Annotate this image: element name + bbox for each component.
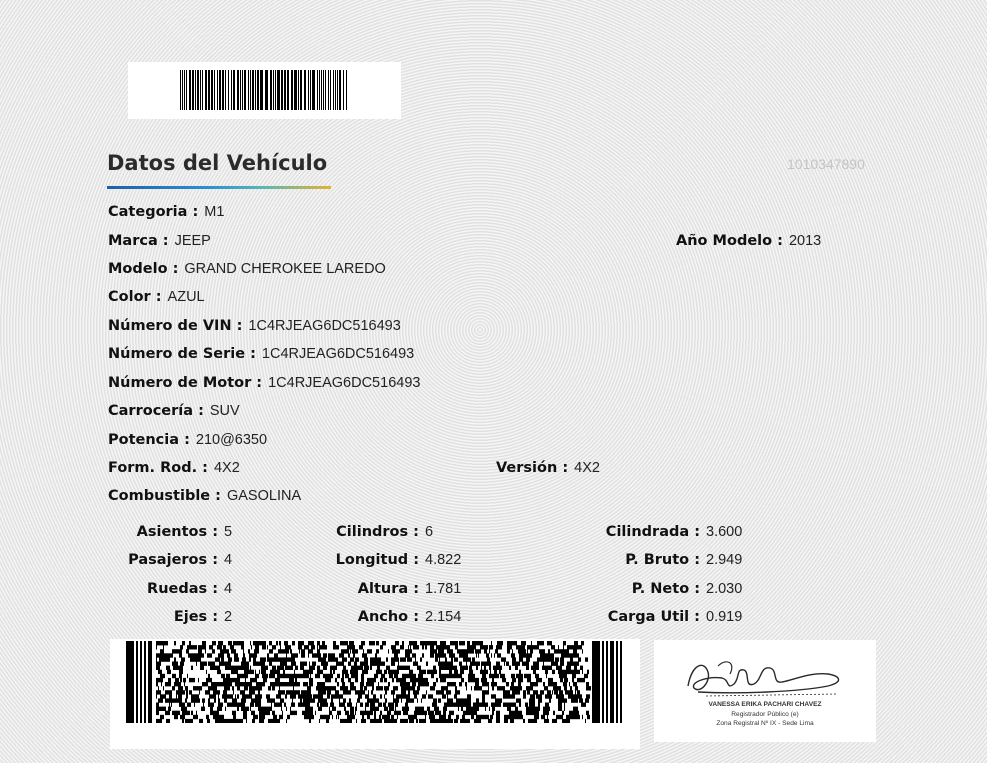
field-anio-modelo [676, 230, 821, 249]
spec-longitud [290, 549, 461, 568]
field-label: Número de Motor : [108, 375, 263, 391]
spec-label: Pasajeros : [128, 552, 218, 568]
field-value: 4X2 [213, 460, 240, 476]
field-value: AZUL [167, 289, 205, 305]
field-label: Combustible : [108, 488, 221, 504]
field-motor [108, 372, 420, 391]
spec-label: Ancho : [357, 609, 419, 625]
field-label: Potencia : [108, 432, 190, 448]
signatory-role: Registrador Público (e) [731, 711, 799, 718]
signature-panel [654, 640, 876, 742]
field-value: GRAND CHEROKEE LAREDO [184, 261, 386, 277]
spec-ruedas [96, 578, 232, 597]
spec-label: Altura : [357, 581, 419, 597]
field-form-rod [108, 457, 240, 476]
field-vin [108, 315, 401, 334]
spec-value: 2 [224, 609, 233, 625]
spec-label: Cilindros : [336, 524, 419, 540]
spec-value: 4 [224, 552, 233, 568]
field-value: M1 [204, 204, 225, 220]
spec-label: Ruedas : [147, 581, 218, 597]
field-label: Versión : [496, 460, 569, 476]
handwritten-signature-icon [678, 654, 856, 704]
top-barcode-panel [128, 62, 401, 119]
field-value: GASOLINA [226, 488, 302, 504]
spec-label: Ejes : [173, 609, 218, 625]
field-value: SUV [209, 403, 240, 419]
field-label: Carrocería : [108, 403, 204, 419]
pdf417-barcode-icon [126, 641, 622, 723]
field-label: Número de Serie : [108, 346, 256, 362]
spec-cilindros [290, 521, 433, 540]
spec-value: 4 [224, 581, 233, 597]
field-marca [108, 230, 211, 249]
spec-pasajeros [96, 549, 232, 568]
field-modelo [108, 258, 386, 277]
field-value: 1C4RJEAG6DC516493 [248, 318, 401, 334]
field-serie [108, 343, 414, 362]
spec-value: 6 [425, 524, 434, 540]
signatory-zone: Zona Registral Nº IX - Sede Lima [716, 720, 814, 727]
spec-label: P. Neto : [631, 581, 700, 597]
spec-value: 5 [224, 524, 233, 540]
field-value: 4X2 [574, 460, 600, 476]
signatory-name: VANESSA ERIKA PACHARI CHAVEZ [708, 701, 822, 708]
spec-value: 2.030 [706, 581, 743, 597]
spec-label: Longitud : [335, 552, 419, 568]
field-categoria [108, 201, 224, 220]
spec-label: Cilindrada : [605, 524, 700, 540]
spec-value: 4.822 [425, 552, 462, 568]
pdf417-panel [110, 639, 640, 749]
field-color [108, 286, 205, 305]
spec-carga-util [556, 606, 742, 625]
spec-asientos [96, 521, 232, 540]
section-title: Datos del Vehículo [107, 151, 328, 175]
spec-ejes [96, 606, 232, 625]
field-label: Número de VIN : [108, 318, 243, 334]
spec-label: Carga Util : [607, 609, 700, 625]
field-value: 1C4RJEAG6DC516493 [261, 346, 415, 362]
spec-value: 2.949 [706, 552, 743, 568]
field-value: 1C4RJEAG6DC516493 [268, 375, 421, 391]
field-value: 210@6350 [195, 432, 268, 448]
spec-ancho [290, 606, 461, 625]
field-combustible [108, 485, 301, 504]
spec-value: 3.600 [706, 524, 743, 540]
spec-altura [290, 578, 461, 597]
field-label: Form. Rod. : [108, 460, 208, 476]
spec-p-neto [556, 578, 742, 597]
linear-barcode-icon [180, 70, 347, 110]
spec-value: 0.919 [706, 609, 743, 625]
field-label: Modelo : [108, 261, 179, 277]
field-value: 2013 [788, 233, 822, 249]
spec-label: P. Bruto : [625, 552, 700, 568]
field-potencia [108, 429, 267, 448]
field-value: JEEP [174, 233, 211, 249]
field-version [496, 457, 600, 476]
spec-label: Asientos : [136, 524, 218, 540]
title-underline [107, 186, 331, 189]
field-carroceria [108, 400, 240, 419]
spec-cilindrada [556, 521, 742, 540]
document-number: 1010347890 [787, 156, 865, 172]
spec-value: 2.154 [425, 609, 462, 625]
spec-value: 1.781 [425, 581, 462, 597]
spec-p-bruto [556, 549, 742, 568]
field-label: Color : [108, 289, 162, 305]
field-label: Marca : [108, 233, 169, 249]
field-label: Categoria : [108, 204, 199, 220]
field-label: Año Modelo : [676, 233, 783, 249]
